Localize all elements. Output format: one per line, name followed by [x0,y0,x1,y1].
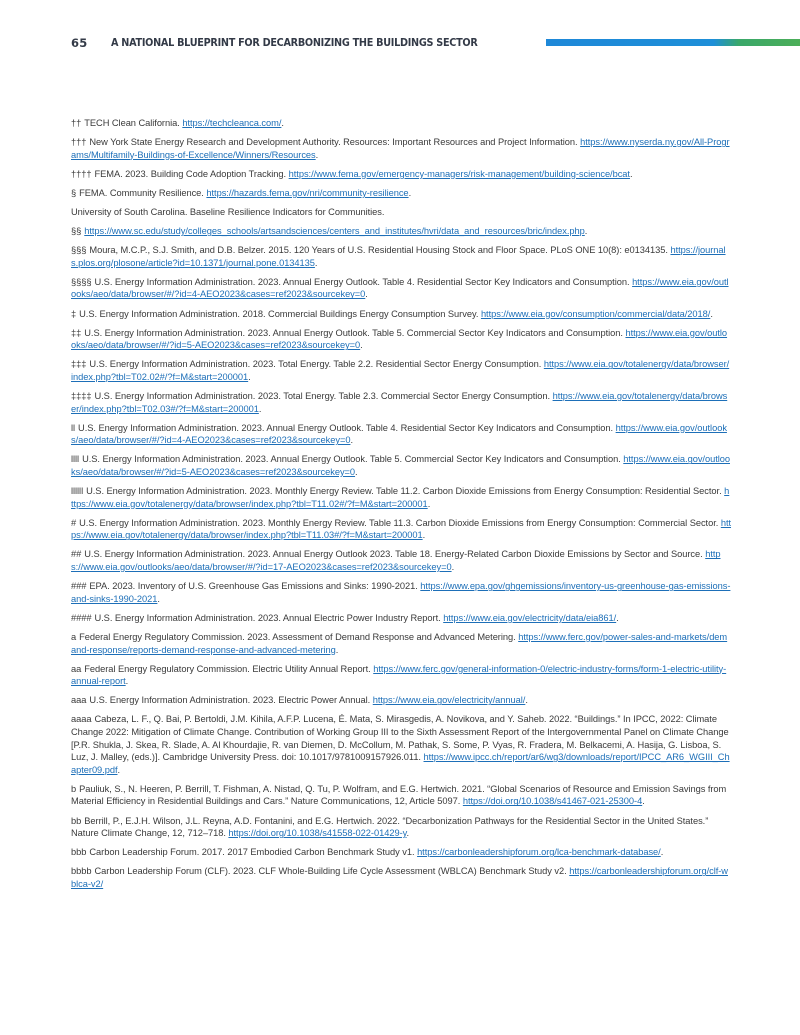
endnote-punctuation: . [157,593,160,604]
endnote-link[interactable]: https://www.nyserda.ny.gov/All-Programs/Multifamily-Buildings-of-Excellence/Winners/Resources [71,137,730,160]
endnote [71,358,731,383]
endnote-punctuation: . [660,847,664,858]
endnote-link[interactable]: https://www.ferc.gov/power-sales-and-markets/demand-response/reports-demand-response-and-advanced-metering [71,631,728,655]
endnote-link[interactable]: https://www.epa.gov/ghgemissions/inventory-us-greenhouse-gas-emissions-and-sinks-1990-2021 [71,581,731,604]
endnote-marker: ## [71,549,82,560]
endnote-marker: §§§ [71,245,87,256]
endnote-marker: ‡‡‡‡ [71,391,92,401]
endnote-text: Carbon Leadership Forum. 2017. 2017 Embodied Carbon Benchmark Study v1. [89,847,415,858]
endnote-link[interactable]: https://www.eia.gov/totalenergy/data/browser/index.php?tbl=T11.02#/?f=M&start=200001 [71,486,730,509]
endnote-text: FEMA. Community Resilience. [79,187,204,198]
endnote-punctuation: . [642,796,645,807]
endnote-text: U.S. Energy Information Administration. 2023. Total Energy. Table 2.2. Residential Sector Energy Consumption. [89,359,542,370]
endnote-marker: ‡ [71,308,77,319]
endnote-punctuation: . [422,530,426,541]
endnote [71,276,731,301]
endnote-text: New York State Energy Research and Development Authority. Resources: Important Resources and Project Information. [89,137,578,148]
endnote-link[interactable]: https://www.eia.gov/totalenergy/data/browser/index.php?tbl=T02.03#/?f=M&start=200001 [71,391,728,414]
endnote-marker: a [71,631,77,642]
endnote-text: U.S. Energy Information Administration. 2023. Annual Energy Outlook. Table 5. Commercial Sector Key Indicators and Consumption. [82,454,621,465]
endnote-text: U.S. Energy Information Administration. 2023. Total Energy. Table 2.3. Commercial Sector Energy Consumption. [94,391,551,401]
endnote-marker: llllll [71,486,84,497]
endnote [71,631,731,656]
endnote-link[interactable]: https://www.eia.gov/outlooks/aeo/data/browser/#/?id=17-AEO2023&cases=ref2023&sourcekey=0 [71,549,721,573]
endnote [71,187,731,200]
endnote-text: U.S. Energy Information Administration. 2023. Monthly Energy Review. Table 11.3. Carbon Dioxide Emissions from Energy Consumption: Commercial Sector. [79,517,719,528]
endnote-text: U.S. Energy Information Administration. 2023. Electric Power Annual. [89,695,371,706]
endnote [71,663,731,688]
endnote-link[interactable]: https://www.eia.gov/outlooks/aeo/data/browser/#/?id=5-AEO2023&cases=ref2023&sourcekey=0 [71,327,728,351]
endnote-marker: § [71,187,77,198]
endnote-link[interactable]: https://www.eia.gov/totalenergy/data/browser/index.php?tbl=T02.02#/?f=M&start=200001 [71,359,730,382]
endnote-text: U.S. Energy Information Administration. 2023. Annual Energy Outlook. Table 5. Commercial Sector Key Indicators and Consumption. [84,327,623,338]
endnote-marker: §§ [71,226,82,237]
endnote-link[interactable]: https://www.eia.gov/electricity/data/eia861/ [443,612,617,623]
endnote-punctuation: . [360,340,363,351]
endnote-text: U.S. Energy Information Administration. 2023. Monthly Energy Review. Table 11.2. Carbon Dioxide Emissions from Energy Consumption: Residential Sector. [86,486,722,497]
endnote-marker: aaaa [71,714,92,725]
endnote [71,206,731,219]
endnote-punctuation: . [710,308,713,319]
endnote-punctuation: . [315,149,319,160]
endnote-marker: bbb [71,847,87,858]
endnote-marker: ‡‡‡ [71,359,87,370]
endnotes-list [71,117,731,897]
endnote-link[interactable]: https://doi.org/10.1038/s41467-021-25300-4 [462,796,643,807]
endnote-punctuation: . [248,371,251,382]
endnote-text: U.S. Energy Information Administration. 2023. Annual Energy Outlook. Table 4. Residential Sector Key Indicators and Consumption. [94,276,630,287]
endnote-link[interactable]: https://www.eia.gov/consumption/commercial/data/2018/ [480,308,711,319]
endnote [71,517,731,542]
endnote [71,485,731,510]
endnote-link[interactable]: https://www.eia.gov/outlooks/aeo/data/browser/#/?id=4-AEO2023&cases=ref2023&sourcekey=0 [71,422,727,446]
endnote [71,390,731,415]
endnote-link[interactable]: https://www.sc.edu/study/colleges_schools/artsandsciences/centers_and_institutes/hvri/data_and_resources/bric/index.php [84,226,585,237]
endnote [71,783,731,808]
page-header [71,36,731,50]
endnote-marker: bb [71,815,82,826]
endnote [71,117,731,130]
endnote-text: U.S. Energy Information Administration. 2023. Annual Energy Outlook. Table 4. Residential Sector Key Indicators and Consumption. [78,422,614,433]
endnote-link[interactable]: https://www.eia.gov/electricity/annual/ [372,695,526,706]
endnote [71,136,731,161]
endnote [71,225,731,238]
endnote-link[interactable]: https://www.ipcc.ch/report/ar6/wg3/downloads/report/IPCC_AR6_WGIII_Chapter09.pdf [71,752,730,775]
endnote-punctuation: . [335,644,339,655]
endnote-text: University of South Carolina. Baseline Resilience Indicators for Communities. [71,206,385,217]
endnote-link[interactable]: https://www.eia.gov/outlooks/aeo/data/browser/#/?id=4-AEO2023&cases=ref2023&sourcekey=0 [71,276,729,300]
document-title: A NATIONAL BLUEPRINT FOR DECARBONIZING THE BUILDINGS SECTOR [111,37,478,49]
endnote-marker: aa [71,663,82,674]
endnote-link[interactable]: https://www.eia.gov/totalenergy/data/browser/index.php?tbl=T11.03#/?f=M&start=200001 [71,517,732,541]
endnote [71,865,731,890]
endnote-punctuation: . [408,187,412,198]
endnote-text: Berrill, P., E.J.H. Wilson, J.L. Reyna, A.D. Fontanini, and E.G. Hertwich. 2022. “Decarbonization Pathways for the Residential Sector in the United States.” Nature Climate Change, 12, 712–718. [71,815,709,839]
endnote-punctuation: . [125,676,129,687]
endnote [71,308,731,321]
endnote [71,327,731,352]
endnote-punctuation: . [584,226,588,237]
endnote [71,815,731,840]
endnote-marker: §§§§ [71,276,92,287]
endnote-link[interactable]: https://hazards.fema.gov/nri/community-resilience [206,187,409,198]
endnote-marker: b [71,783,77,794]
endnote-text: U.S. Energy Information Administration. 2023. Annual Electric Power Industry Report. [94,612,441,623]
endnote-text: Carbon Leadership Forum (CLF). 2023. CLF Whole-Building Life Cycle Assessment (WBLCA) Benchmark Study v2. [94,866,567,877]
endnote-marker: †††† [71,168,92,179]
endnote-punctuation: . [350,435,353,446]
endnote [71,846,731,859]
endnote-punctuation: . [355,466,358,477]
endnote-punctuation: . [451,562,455,573]
endnote-link[interactable]: https://www.eia.gov/outlooks/aeo/data/browser/#/?id=5-AEO2023&cases=ref2023&sourcekey=0 [71,454,730,477]
endnote [71,168,731,181]
endnote-marker: ‡‡ [71,327,82,338]
endnote [71,713,731,776]
endnote-text: EPA. 2023. Inventory of U.S. Greenhouse Gas Emissions and Sinks: 1990-2021. [89,581,418,592]
endnote [71,548,731,573]
endnote-text: Moura, M.C.P., S.J. Smith, and D.B. Belzer. 2015. 120 Years of U.S. Residential Housing Stock and Floor Space. PLoS ONE 10(8): e0134135. [89,245,668,256]
header-accent-bar [546,39,800,46]
endnote-text: U.S. Energy Information Administration. 2018. Commercial Buildings Energy Consumption Survey. [79,308,479,319]
endnote-marker: aaa [71,695,87,706]
endnote-punctuation: . [629,168,633,179]
endnote [71,694,731,707]
endnote-punctuation: . [427,498,431,509]
endnote-text: Federal Energy Regulatory Commission. 2023. Assessment of Demand Response and Advanced Metering. [79,631,516,642]
endnote-marker: # [71,517,77,528]
endnote [71,244,731,269]
endnote-punctuation: . [281,118,284,128]
endnote-text: U.S. Energy Information Administration. 2023. Annual Energy Outlook 2023. Table 18. Energy-Related Carbon Dioxide Emissions by Sector and Source. [84,549,703,560]
endnote-punctuation: . [616,612,619,623]
endnote-marker: ll [71,422,76,433]
endnote-marker: #### [71,612,92,623]
endnote-marker: †† [71,118,82,128]
endnote [71,453,731,478]
endnote-text: Pauliuk, S., N. Heeren, P. Berrill, T. Fishman, A. Nistad, Q. Tu, P. Wolfram, and E.G. Hertwich. 2021. “Global Scenarios of Resource and Emission Savings from Material Efficiency in Residential Buildings and Cars.” Nature Communications, 12, Article 5097. [71,783,727,807]
endnote-text: TECH Clean California. [84,118,180,128]
endnote [71,422,731,447]
endnote-marker: bbbb [71,866,92,877]
endnote-punctuation: . [314,257,318,268]
endnote-punctuation: . [117,764,121,775]
endnote-text: Cabeza, L. F., Q. Bai, P. Bertoldi, J.M. Kihila, A.F.P. Lucena, É. Mata, S. Mirasgedis, A. Novikova, and Y. Saheb. 2022. “Buildings.” In IPCC, 2022: Climate Change 2022: Mitigation of Climate Change. Contribution of Working Group III to the Sixth Assessment Report of the Intergovernmental Panel on Climate Change [P.R. Shukla, J. Skea, R. Slade, A. Al Khourdajie, R. van Diemen, D. McCollum, M. Pathak, S. Some, P. Vyas, R. Fradera, M. Belkacemi, A. Hasija, G. Lisboa, S. Luz, J. Malley, (eds.)]. Cambridge University Press. doi: 10.1017/9781009157926.011. [71,714,729,763]
endnote-marker: ### [71,581,87,592]
endnote-punctuation: . [258,403,262,414]
endnote-marker: ††† [71,137,87,148]
endnote-punctuation: . [525,695,528,706]
endnote-punctuation: . [406,828,410,839]
endnote-link[interactable]: https://www.ferc.gov/general-information-0/electric-industry-forms/form-1-electric-utility-annual-report [71,663,727,687]
endnote-text: FEMA. 2023. Building Code Adoption Tracking. [94,168,287,179]
endnote-marker: llll [71,454,80,465]
endnote-link[interactable]: https://carbonleadershipforum.org/clf-wblca-v2/ [71,866,728,889]
endnote [71,580,731,605]
endnote-link[interactable]: https://techcleanca.com/ [182,118,282,128]
endnote-link[interactable]: https://journals.plos.org/plosone/article?id=10.1371/journal.pone.0134135 [71,245,726,268]
endnote [71,612,731,625]
endnote-punctuation: . [365,289,368,300]
endnote-link[interactable]: https://carbonleadershipforum.org/lca-benchmark-database/ [417,847,661,858]
endnote-link[interactable]: https://doi.org/10.1038/s41558-022-01429-y [228,828,407,839]
page-number: 65 [71,36,88,50]
endnote-text: Federal Energy Regulatory Commission. Electric Utility Annual Report. [84,663,371,674]
endnote-link[interactable]: https://www.fema.gov/emergency-managers/risk-management/building-science/bcat [288,168,630,179]
